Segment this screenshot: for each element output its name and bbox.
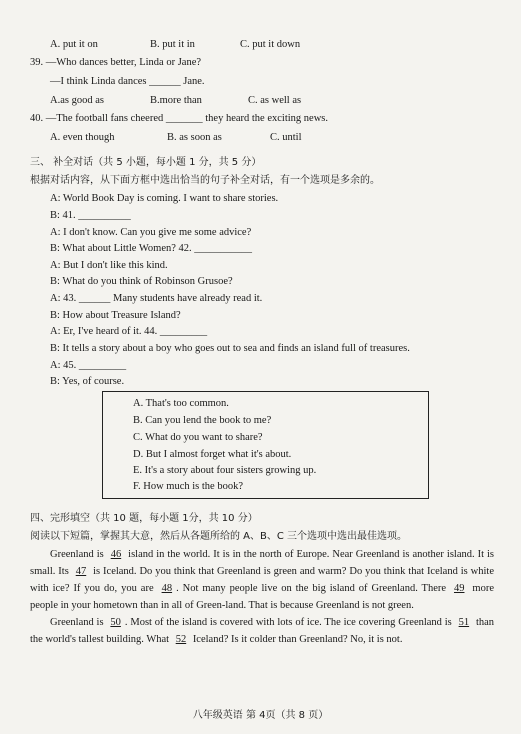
- dialogue-line: B: What do you think of Robinson Grusoe?: [50, 276, 233, 287]
- box-option-b: B. Can you lend the book to me?: [133, 415, 272, 426]
- passage-text: Greenland is: [50, 549, 107, 560]
- section3-title: 三、 补全对话（共 5 小题，每小题 1 分，共 5 分）: [30, 157, 262, 168]
- q39-option-b: B.more than: [150, 95, 202, 106]
- dialogue-line: B: It tells a story about a boy who goes out to sea and finds an island full of treasures.: [50, 343, 410, 354]
- passage-text: island in the world. It is in the north of Europe. Near Greenland is another island. It is small. Its: [30, 549, 494, 577]
- q40-option-a: A. even though: [50, 132, 115, 143]
- dialogue-line: A: World Book Day is coming. I want to share stories.: [50, 193, 279, 204]
- section4-instruction: 阅读以下短篇，掌握其大意，然后从各题所给的 A、B、C 三个选项中选出最佳选项。: [30, 531, 408, 542]
- box-option-e: E. It's a story about four sisters growing up.: [133, 465, 317, 476]
- blank-50: 50: [110, 617, 121, 628]
- q38-option-c: C. put it down: [240, 39, 301, 50]
- q40-option-c: C. until: [270, 132, 302, 143]
- passage-text: . Most of the island is covered with lots of ice. The ice covering Greenland is: [124, 617, 455, 628]
- passage-text: is Iceland. Do you think that Greenland is green and warm? Do you think that Iceland is white with ice? If you do, you are: [30, 566, 494, 594]
- q39-option-a: A.as good as: [50, 95, 104, 106]
- box-option-f: F. How much is the book?: [133, 481, 243, 492]
- passage-text: Greenland is: [50, 617, 107, 628]
- section4-title: 四、完形填空（共 10 题，每小题 1分，共 10 分）: [30, 513, 258, 524]
- cloze-paragraph-2: [30, 614, 494, 648]
- blank-48: 48: [161, 583, 173, 594]
- q39-answer-line: —I think Linda dances ______ Jane.: [50, 76, 205, 87]
- box-option-c: C. What do you want to share?: [133, 432, 263, 443]
- passage-text: . Not many people live on the big island of Greenland. There: [176, 583, 450, 594]
- section3-instruction: 根据对话内容，从下面方框中选出恰当的句子补全对话，有一个选项是多余的。: [30, 175, 380, 186]
- blank-47: 47: [75, 566, 87, 577]
- q40-question: 40. —The football fans cheered _______ they heard the exciting news.: [30, 113, 328, 124]
- dialogue-line: A: But I don't like this kind.: [50, 260, 168, 271]
- dialogue-line: B: Yes, of course.: [50, 376, 125, 387]
- blank-46: 46: [110, 549, 122, 560]
- q39-option-c: C. as well as: [248, 95, 302, 106]
- passage-text: Iceland? Is it colder than Greenland? No, it is not.: [190, 634, 403, 645]
- box-option-a: A. That's too common.: [133, 398, 229, 409]
- cloze-passage: [30, 546, 494, 648]
- dialogue-line: A: 43. ______ Many students have already read it.: [50, 293, 263, 304]
- dialogue-line: B: 41. __________: [50, 210, 131, 221]
- q38-option-b: B. put it in: [150, 39, 195, 50]
- page-footer: 八年级英语 第 4页（共 8 页）: [192, 710, 329, 721]
- blank-49: 49: [453, 583, 465, 594]
- blank-51: 51: [458, 617, 470, 628]
- cloze-paragraph-1: [30, 546, 494, 614]
- q38-option-a: A. put it on: [50, 39, 98, 50]
- options-box: [102, 391, 429, 499]
- passage-text: than the world's tallest building. What: [30, 617, 495, 645]
- dialogue-line: A: Er, I've heard of it. 44. _________: [50, 326, 208, 337]
- box-option-d: D. But I almost forget what it's about.: [133, 449, 292, 460]
- dialogue-line: A: I don't know. Can you give me some advice?: [50, 227, 252, 238]
- dialogue-line: B: How about Treasure Island?: [50, 310, 181, 321]
- q39-question: 39. —Who dances better, Linda or Jane?: [30, 57, 202, 68]
- passage-text: more people in your hometown than in all of Green-land. That is because Greenland is not green.: [30, 583, 494, 611]
- dialogue-line: A: 45. _________: [50, 360, 127, 371]
- blank-52: 52: [175, 634, 187, 645]
- dialogue-line: B: What about Little Women? 42. ___________: [50, 243, 253, 254]
- q40-option-b: B. as soon as: [167, 132, 222, 143]
